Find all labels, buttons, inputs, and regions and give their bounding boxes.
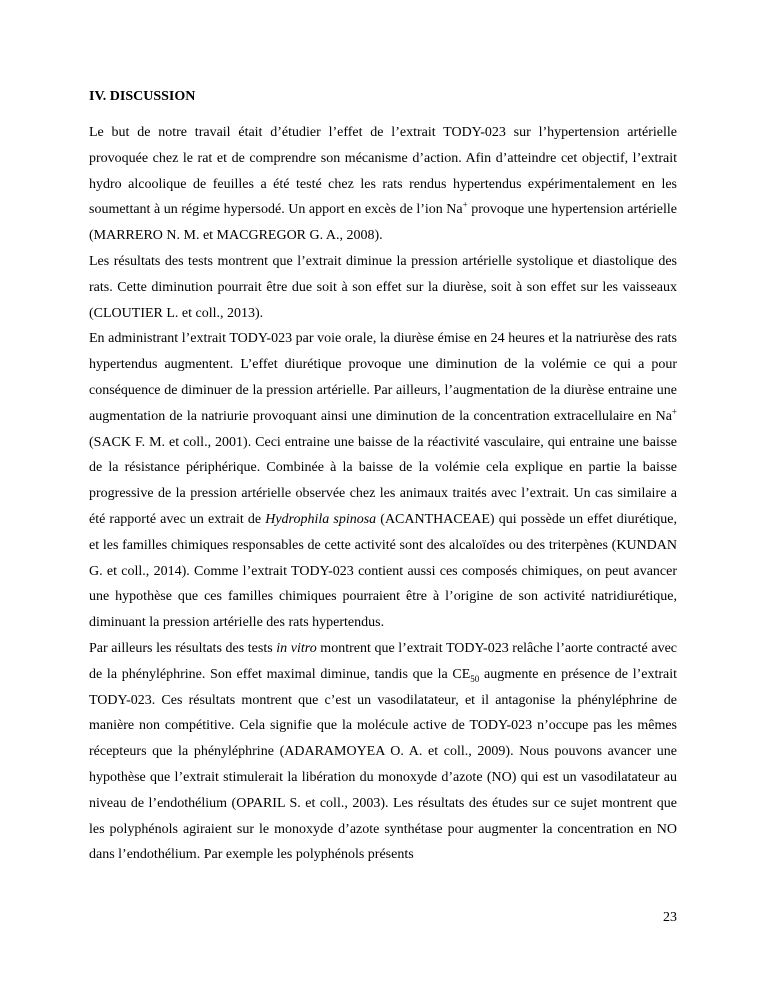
superscript-plus: + <box>462 199 468 210</box>
paragraph-3 <box>89 326 677 636</box>
paragraph-1 <box>89 120 677 249</box>
paragraph-3-text-b: (SACK F. M. et coll., 2001). Ceci entraine une baisse de la réactivité vasculaire, qui entraine une baisse de la résistance périphérique. Combinée à la baisse de la volémie cela explique en partie la baisse progressive de la pression artérielle observée chez les animaux traités avec l’extrait. Un cas similaire a été rapporté avec un extrait de <box>89 434 677 527</box>
subscript-50: 50 <box>470 673 480 684</box>
species-name: Hydrophila spinosa <box>265 511 377 527</box>
paragraph-4-text-a: Par ailleurs les résultats des tests <box>89 640 277 656</box>
section-heading: IV. DISCUSSION <box>89 89 196 104</box>
paragraph-3-text-c: (ACANTHACEAE) qui possède un effet diurétique, et les familles chimiques responsables de cette activité sont des alcaloïdes ou des triterpènes (KUNDAN G. et coll., 2014). Comme l’extrait TODY-023 contient aussi ces composés chimiques, on peut avancer une hypothèse que ces familles chimiques pourraient être à l’origine de son activité natridiurétique, diminuant la pression artérielle des rats hypertendus. <box>89 511 677 631</box>
in-vitro-term: in vitro <box>276 640 317 656</box>
paragraph-4-text-c: augmente en présence de l’extrait TODY-023. Ces résultats montrent que c’est un vasodilatateur, et il antagonise la phényléphrine de manière non compétitive. Cela signifie que la molécule active de TODY-023 n’occupe pas les mêmes récepteurs que la phényléphrine (ADARAMOYEA O. A. et coll., 2009). Nous pouvons avancer une hypothèse que l’extrait stimulerait la libération du monoxyde d’azote (NO) qui est un vasodilatateur au niveau de l’endothélium (OPARIL S. et coll., 2003). Les résultats des études sur ce sujet montrent que les polyphénols agiraient sur le monoxyde d’azote synthétase pour augmenter la concentration en NO dans l’endothélium. Par exemple les polyphénols présents <box>89 666 677 863</box>
paragraph-3-text-a: En administrant l’extrait TODY-023 par voie orale, la diurèse émise en 24 heures et la natriurèse des rats hypertendus augmentent. L’effet diurétique provoque une diminution de la volémie ce qui a pour conséquence de diminuer de la pression artérielle. Par ailleurs, l’augmentation de la diurèse entraine une augmentation de la natriurie provoquant ainsi une diminution de la concentration extracellulaire en Na <box>89 331 677 424</box>
paragraph-1-text-end: provoque une hypertension artérielle (MARRERO N. M. et MACGREGOR G. A., 2008). <box>89 202 677 244</box>
page-number: 23 <box>663 910 677 925</box>
paragraph-4 <box>89 636 677 868</box>
document-page <box>89 88 677 868</box>
paragraph-2: Les résultats des tests montrent que l’extrait diminue la pression artérielle systolique et diastolique des rats. Cette diminution pourrait être due soit à son effet sur la diurèse, soit à son effet sur les vaisseaux (CLOUTIER L. et coll., 2013). <box>89 253 677 321</box>
paragraph-1-text: Le but de notre travail était d’étudier l’effet de l’extrait TODY-023 sur l’hypertension artérielle provoquée chez le rat et de comprendre son mécanisme d’action. Afin d’atteindre cet objectif, l’extrait hydro alcoolique de feuilles a été testé chez les rats rendus hypertendus expérimentalement en les soumettant à un régime hypersodé. Un apport en excès de l’ion Na <box>89 125 677 218</box>
superscript-plus: + <box>671 406 677 417</box>
paragraph-4-text-b: montrent que l’extrait TODY-023 relâche l’aorte contracté avec de la phényléphrine. Son effet maximal diminue, tandis que la CE <box>89 640 677 682</box>
